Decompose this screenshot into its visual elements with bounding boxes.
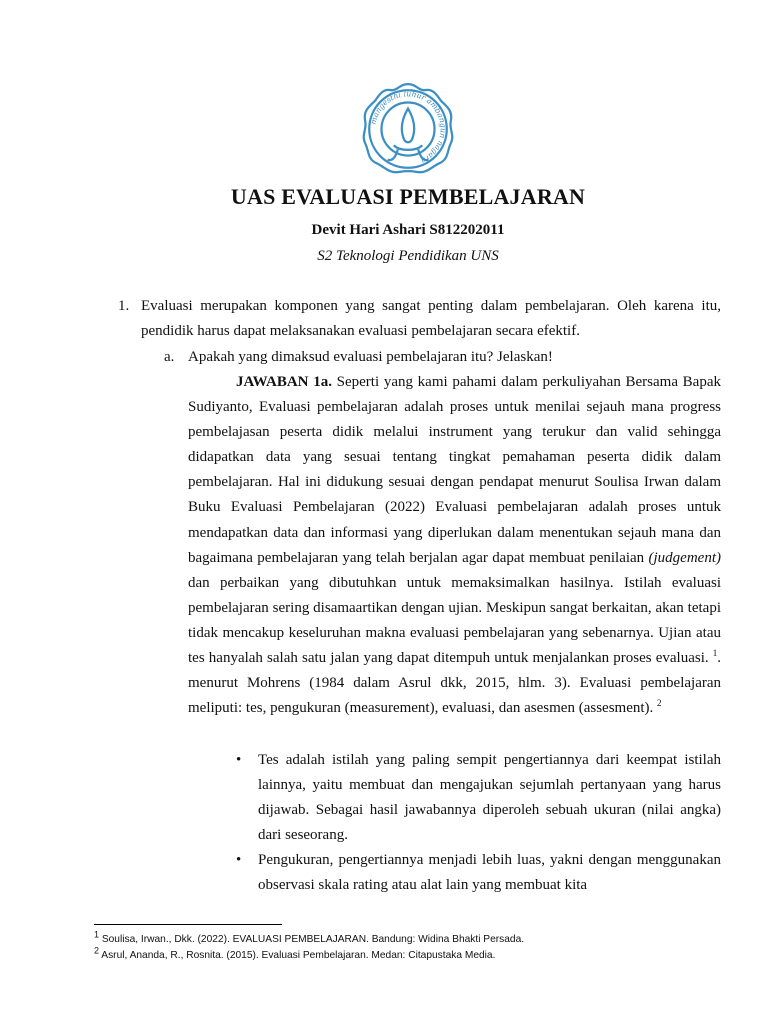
footnote-item [94,929,734,948]
question-number: 1. [118,298,130,314]
subquestion-text: Apakah yang dimaksud evaluasi pembelajaran itu? Jelaskan! [188,349,553,365]
footnote-number: 1 [94,929,100,940]
subquestion-letter: a. [164,349,175,365]
bullet-list [236,748,721,899]
bullet-icon: • [236,752,242,768]
answer-paragraph [188,370,721,721]
list-item [236,848,721,898]
footnote-separator [94,924,282,925]
university-logo [357,78,459,180]
answer-italic-term: (judgement) [648,549,721,566]
footnote-number: 2 [94,945,100,956]
footnote-text: Soulisa, Irwan., Dkk. (2022). EVALUASI PEMBELAJARAN. Bandung: Widina Bhakti Persada. [99,934,525,945]
document-title: UAS EVALUASI PEMBELAJARAN [230,184,586,209]
answer-text-2: dan perbaikan yang dibutuhkan untuk memaksimalkan hasilnya. Istilah evaluasi pembelajaran sering disamaartikan dengan ujian. Meskipun sangat berkaitan, akan tetapi tidak mencakup keseluruhan makna evaluasi pembelajaran yang sebenarnya. Ujian atau tes hanyalah salah satu jalan yang dapat ditempuh untuk menjalankan proses evaluasi. [188,574,721,667]
bullet-text: Pengukuran, pengertiannya menjadi lebih luas, yakni dengan menggunakan observasi skala rating atau alat lain yang membuat kita [258,852,721,894]
footnotes [94,929,734,964]
footnote-ref-1[interactable]: 1 [712,648,718,659]
study-program: S2 Teknologi Pendidikan UNS [317,248,499,264]
footnote-text: Asrul, Ananda, R., Rosnita. (2015). Evaluasi Pembelajaran. Medan: Citapustaka Media. [99,950,496,961]
question-text: Evaluasi merupakan komponen yang sangat penting dalam pembelajaran. Oleh karena itu, pendidik harus dapat melaksanakan evaluasi pembelajaran secara efektif. [141,298,721,340]
bullet-text: Tes adalah istilah yang paling sempit pengertiannya dari keempat istilah lainnya, yaitu membuat dan mengajukan sejumlah pertanyaan yang harus dijawab. Sebagai hasil jawabannya diperoleh sebuah ukuran (nilai angka) dari seseorang. [258,752,721,844]
answer-text-3: . menurut Mohrens (1984 dalam Asrul dkk, 2015, hlm. 3). Evaluasi pembelajaran meliputi: tes, pengukuran (measurement), evaluasi, dan asesmen (assesment). [188,650,721,717]
footnote-item [94,945,734,964]
author-name: Devit Hari Ashari S812202011 [311,222,505,238]
bullet-icon: • [236,852,242,869]
logo-motto: mangesthi luhur ambangun nagara [368,89,448,166]
answer-text-1: Seperti yang kami pahami dalam perkuliyahan Bersama Bapak Sudiyanto, Evaluasi pembelajaran adalah proses untuk menilai sejauh mana progress pembelajasan peserta didik melalui instrument yang terukur dan valid sehingga didapatkan data yang sesuai tentang tingkat pemahaman peserta didik dalam pembelajaran. Hal ini didukung sesuai dengan pendapat menurut Soulisa Irwan dalam Buku Evaluasi Pembelajaran (2022) Evaluasi pembelajaran adalah proses untuk mendapatkan data dan informasi yang diperlukan dalam menentukan sejauh mana dan bagaimana pembelajaran yang telah berjalan agar dapat membuat penilaian [188,374,721,566]
answer-label: JAWABAN 1a. [236,374,332,390]
footnote-ref-2[interactable]: 2 [657,698,662,709]
list-item [236,748,721,848]
